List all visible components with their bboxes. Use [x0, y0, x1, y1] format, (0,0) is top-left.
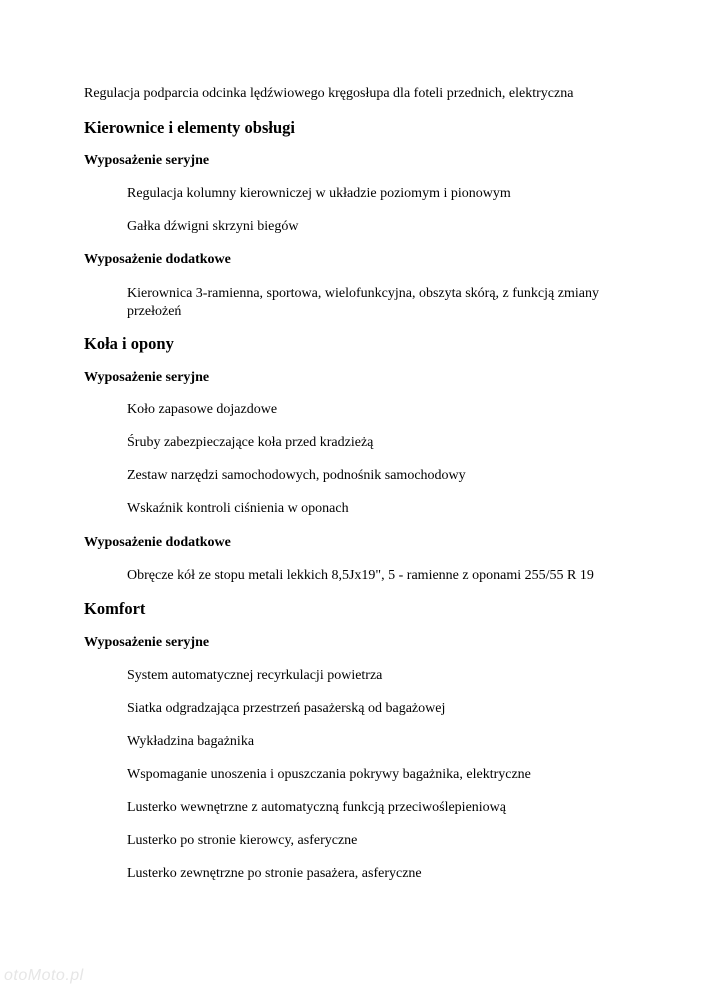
list-item: Regulacja kolumny kierowniczej w układzie poziomym i pionowym	[127, 186, 511, 201]
list-item: Wskaźnik kontroli ciśnienia w oponach	[127, 501, 349, 516]
list-item: Wspomaganie unoszenia i opuszczania pokrywy bagażnika, elektryczne	[127, 767, 531, 782]
subheading-optional: Wyposażenie dodatkowe	[84, 535, 231, 550]
list-item: Lusterko po stronie kierowcy, asferyczne	[127, 833, 358, 848]
section-heading-comfort: Komfort	[84, 599, 146, 618]
list-item: Gałka dźwigni skrzyni biegów	[127, 219, 299, 234]
list-item: Lusterko zewnętrzne po stronie pasażera, asferyczne	[127, 866, 422, 881]
watermark-logo: otoMoto.pl	[4, 967, 84, 984]
subheading-standard: Wyposażenie seryjne	[84, 635, 210, 650]
list-item: Koło zapasowe dojazdowe	[127, 402, 278, 417]
list-item: Kierownica 3-ramienna, sportowa, wielofunkcyjna, obszyta skórą, z funkcją zmiany przełożeń	[127, 286, 599, 319]
subheading-standard: Wyposażenie seryjne	[84, 153, 210, 168]
subheading-standard: Wyposażenie seryjne	[84, 370, 210, 385]
section-heading-steering: Kierownice i elementy obsługi	[84, 118, 295, 137]
list-item: Lusterko wewnętrzne z automatyczną funkcją przeciwoślepieniową	[127, 800, 506, 815]
list-item: Śruby zabezpieczające koła przed kradzieżą	[127, 435, 374, 450]
intro-item: Regulacja podparcia odcinka lędźwiowego kręgosłupa dla foteli przednich, elektryczna	[84, 86, 574, 101]
list-item: Siatka odgradzająca przestrzeń pasażerską od bagażowej	[127, 701, 446, 716]
list-item: Wykładzina bagażnika	[127, 734, 255, 749]
list-item: System automatycznej recyrkulacji powietrza	[127, 668, 383, 683]
section-heading-wheels: Koła i opony	[84, 334, 174, 353]
subheading-optional: Wyposażenie dodatkowe	[84, 252, 231, 267]
list-item: Obręcze kół ze stopu metali lekkich 8,5Jx19", 5 - ramienne z oponami 255/55 R 19	[127, 568, 594, 583]
list-item: Zestaw narzędzi samochodowych, podnośnik samochodowy	[127, 468, 466, 483]
